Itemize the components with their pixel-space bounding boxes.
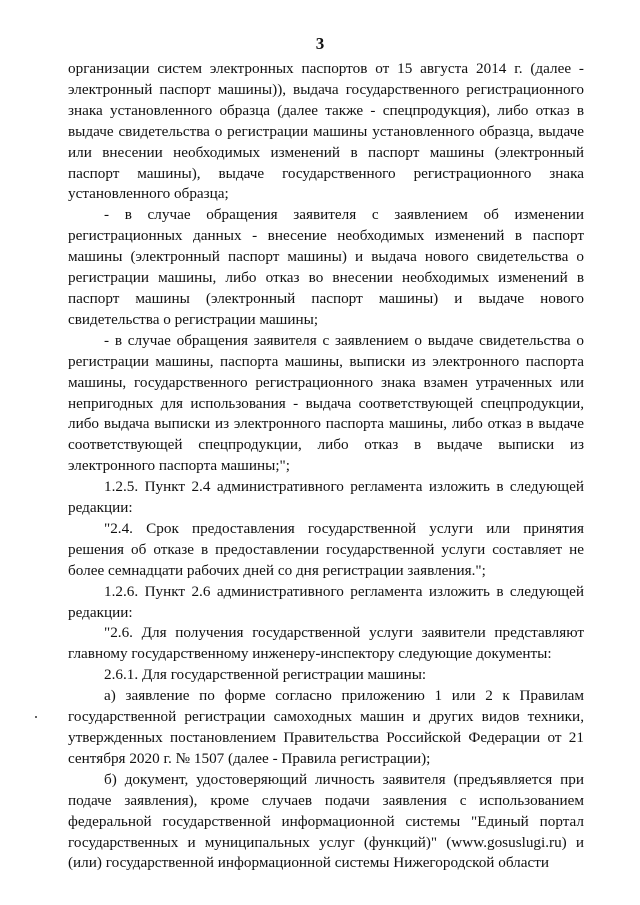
scan-speck	[35, 716, 37, 718]
paragraph-item-b: б) документ, удостоверяющий личность заявителя (предъявляется при подаче заявления), кроме случаев подачи заявления с использованием федеральной государственной информационной системы "Единый портал государственных и муниципальных услуг (функций)" (www.gosuslugi.ru) и (или) государственной информационной системы Нижегородской области	[68, 770, 584, 872]
document-body	[68, 59, 584, 874]
paragraph-item-a: а) заявление по форме согласно приложению 1 или 2 к Правилам государственной регистрации самоходных машин и других видов техники, утвержденных постановлением Правительства Российской Федерации от 21 сентября 2020 г. № 1507 (далее - Правила регистрации);	[68, 687, 584, 767]
page-number: 3	[315, 34, 325, 53]
paragraph-clause-2-4: "2.4. Срок предоставления государственной услуги или принятия решения об отказе в предоставлении государственной услуги составляет не более семнадцати рабочих дней со дня регистрации заявления.";	[68, 519, 584, 579]
paragraph-replacement-documents: - в случае обращения заявителя с заявлением о выдаче свидетельства о регистрации машины, паспорта машины, выписки из электронного паспорта машины, государственного регистрационного знака взамен утраченных или непригодных для использования - выдача соответствующей спецпродукции, либо выдача выписки из электронного паспорта машины, либо отказ в выдаче соответствующей спецпродукции, либо отказ в выдаче выписки из электронного паспорта машины;";	[68, 331, 584, 475]
paragraph-change-registration-data: - в случае обращения заявителя с заявлением об изменении регистрационных данных - внесение необходимых изменений в паспорт машины (электронный паспорт машины) и выдача нового свидетельства о регистрации машины, либо отказ во внесении необходимых изменений в паспорт машины (электронный паспорт машины) и выдаче нового свидетельства о регистрации машины;	[68, 206, 584, 328]
paragraph-continuation: организации систем электронных паспортов от 15 августа 2014 г. (далее - электронный паспорт машины)), выдача государственного регистрационного знака установленного образца (далее также - спецпродукция), либо отказ в выдаче свидетельства о регистрации машины установленного образца, выдаче или внесении необходимых изменений в паспорт машины (электронный паспорт машины), выдаче государственного регистрационного знака установленного образца;	[68, 60, 584, 203]
paragraph-clause-2-6: "2.6. Для получения государственной услуги заявители представляют главному государственному инженеру-инспектору следующие документы:	[68, 624, 584, 663]
paragraph-clause-2-6-1: 2.6.1. Для государственной регистрации машины:	[104, 666, 427, 684]
paragraph-amendment-1-2-5: 1.2.5. Пункт 2.4 административного регламента изложить в следующей редакции:	[68, 478, 584, 517]
paragraph-amendment-1-2-6: 1.2.6. Пункт 2.6 административного регламента изложить в следующей редакции:	[68, 582, 584, 621]
